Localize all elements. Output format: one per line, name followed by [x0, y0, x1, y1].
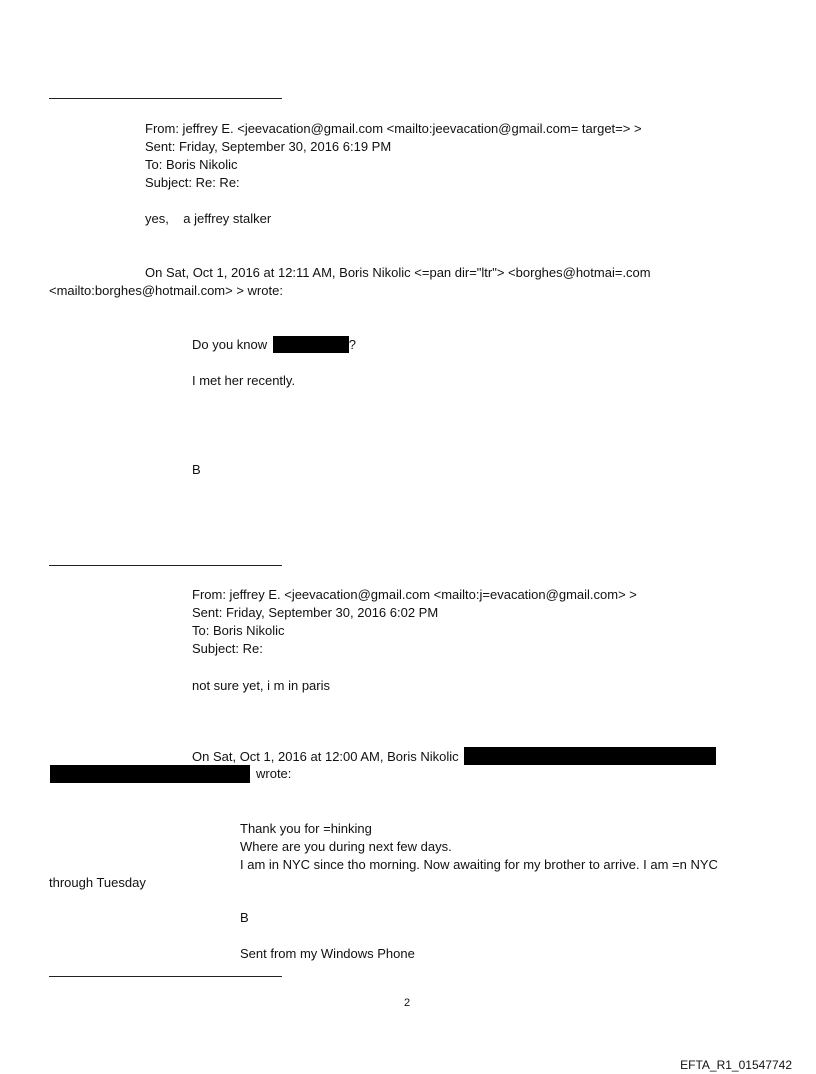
email1-quote-header-line1: On Sat, Oct 1, 2016 at 12:11 AM, Boris Nikolic <=pan dir="ltr"> <borghes@hotmai=.com [145, 265, 651, 280]
email2-quoted-signature: Sent from my Windows Phone [240, 946, 415, 961]
email2-to: To: Boris Nikolic [192, 623, 285, 638]
email2-body: not sure yet, i m in paris [192, 678, 330, 693]
bates-number: EFTA_R1_01547742 [680, 1058, 792, 1072]
email2-subject: Subject: Re: [192, 641, 263, 656]
question-prefix: Do you know [192, 337, 268, 352]
email1-quoted-line2: I met her recently. [192, 373, 296, 388]
separator-rule [49, 565, 282, 566]
redaction-box [50, 765, 250, 783]
redaction-box [273, 336, 349, 353]
email1-quoted-signoff: B [192, 462, 201, 477]
email1-subject: Subject: Re: Re: [145, 175, 240, 190]
email2-quoted-signoff: B [240, 910, 249, 925]
email2-quoted-line2: Where are you during next few days. [240, 839, 452, 854]
email1-quoted-question [192, 336, 356, 354]
email2-quote-header-line2: wrote: [256, 766, 292, 781]
email1-from: From: jeffrey E. <jeevacation@gmail.com <mailto:jeevacation@gmail.com= target=> > [145, 121, 642, 136]
email2-quoted-line3-wrap: through Tuesday [49, 875, 146, 890]
email2-quote-header-line1: On Sat, Oct 1, 2016 at 12:00 AM, Boris Nikolic [192, 749, 459, 764]
email2-quoted-line3: I am in NYC since tho morning. Now awaiting for my brother to arrive. I am =n NYC [240, 857, 718, 872]
email2-from: From: jeffrey E. <jeevacation@gmail.com <mailto:j=evacation@gmail.com> > [192, 587, 637, 602]
email2-sent: Sent: Friday, September 30, 2016 6:02 PM [192, 605, 439, 620]
separator-rule [49, 976, 282, 977]
email1-sent: Sent: Friday, September 30, 2016 6:19 PM [145, 139, 392, 154]
email1-to: To: Boris Nikolic [145, 157, 238, 172]
redaction-box [464, 747, 716, 765]
separator-rule [49, 98, 282, 99]
page-number: 2 [404, 997, 411, 1009]
email1-quote-header-line2: <mailto:borghes@hotmail.com> > wrote: [49, 283, 283, 298]
email2-quoted-line1: Thank you for =hinking [240, 821, 372, 836]
email1-body: yes, a jeffrey stalker [145, 211, 272, 226]
question-suffix: ? [348, 337, 357, 352]
